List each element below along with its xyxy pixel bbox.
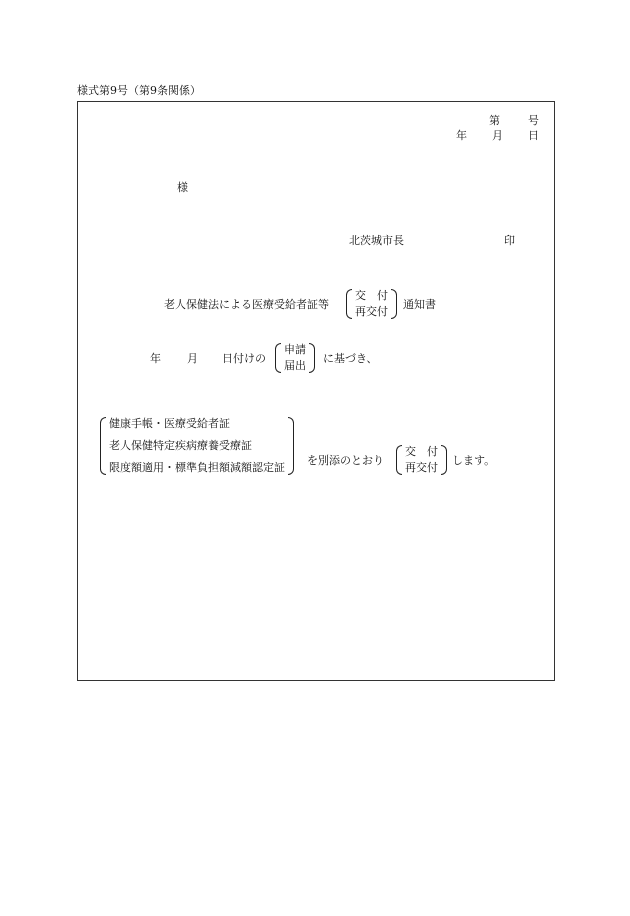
application-option-request: 申請 xyxy=(284,343,306,356)
brace-right xyxy=(441,445,447,475)
date-day: 日 xyxy=(528,129,539,142)
date-month: 月 xyxy=(492,129,503,142)
application-day-suffix: 日付けの xyxy=(222,352,266,365)
addressee-honorific: 様 xyxy=(177,181,188,194)
brace-right xyxy=(309,343,315,373)
application-month: 月 xyxy=(187,352,198,365)
application-option-notification: 届出 xyxy=(284,359,306,372)
application-options xyxy=(281,343,309,373)
title-options-brace xyxy=(346,289,397,319)
seal-mark: 印 xyxy=(504,234,515,247)
date-year: 年 xyxy=(456,129,467,142)
number-prefix: 第 xyxy=(489,114,500,127)
certificate-list-brace xyxy=(100,417,294,475)
certificate-list xyxy=(106,417,288,475)
number-suffix: 号 xyxy=(528,114,539,127)
notice-title-suffix: 通知書 xyxy=(403,298,436,311)
certificate-options-brace xyxy=(396,445,447,475)
title-option-issue: 交 付 xyxy=(355,289,388,302)
document-frame xyxy=(77,101,555,681)
notice-title-main: 老人保健法による医療受給者証等 xyxy=(164,298,329,311)
title-options xyxy=(352,289,391,319)
certificate-option-reissue: 再交付 xyxy=(405,461,438,474)
certificate-option-issue: 交 付 xyxy=(405,445,438,458)
application-year: 年 xyxy=(150,352,161,365)
certificates-middle-text: を別添のとおり xyxy=(307,454,384,467)
application-options-brace xyxy=(275,343,315,373)
certificates-suffix: します。 xyxy=(452,454,496,467)
certificate-options xyxy=(402,445,441,475)
brace-right xyxy=(288,417,294,475)
certificate-item: 限度額適用・標準負担額減額認定証 xyxy=(109,461,285,474)
certificate-item: 健康手帳・医療受給者証 xyxy=(109,417,230,430)
form-number-label: 様式第9号（第9条関係） xyxy=(77,84,201,97)
brace-right xyxy=(391,289,397,319)
application-suffix: に基づき、 xyxy=(323,352,378,365)
issuer-title: 北茨城市長 xyxy=(349,234,404,247)
certificate-item: 老人保健特定疾病療養受療証 xyxy=(109,439,252,452)
title-option-reissue: 再交付 xyxy=(355,305,388,318)
